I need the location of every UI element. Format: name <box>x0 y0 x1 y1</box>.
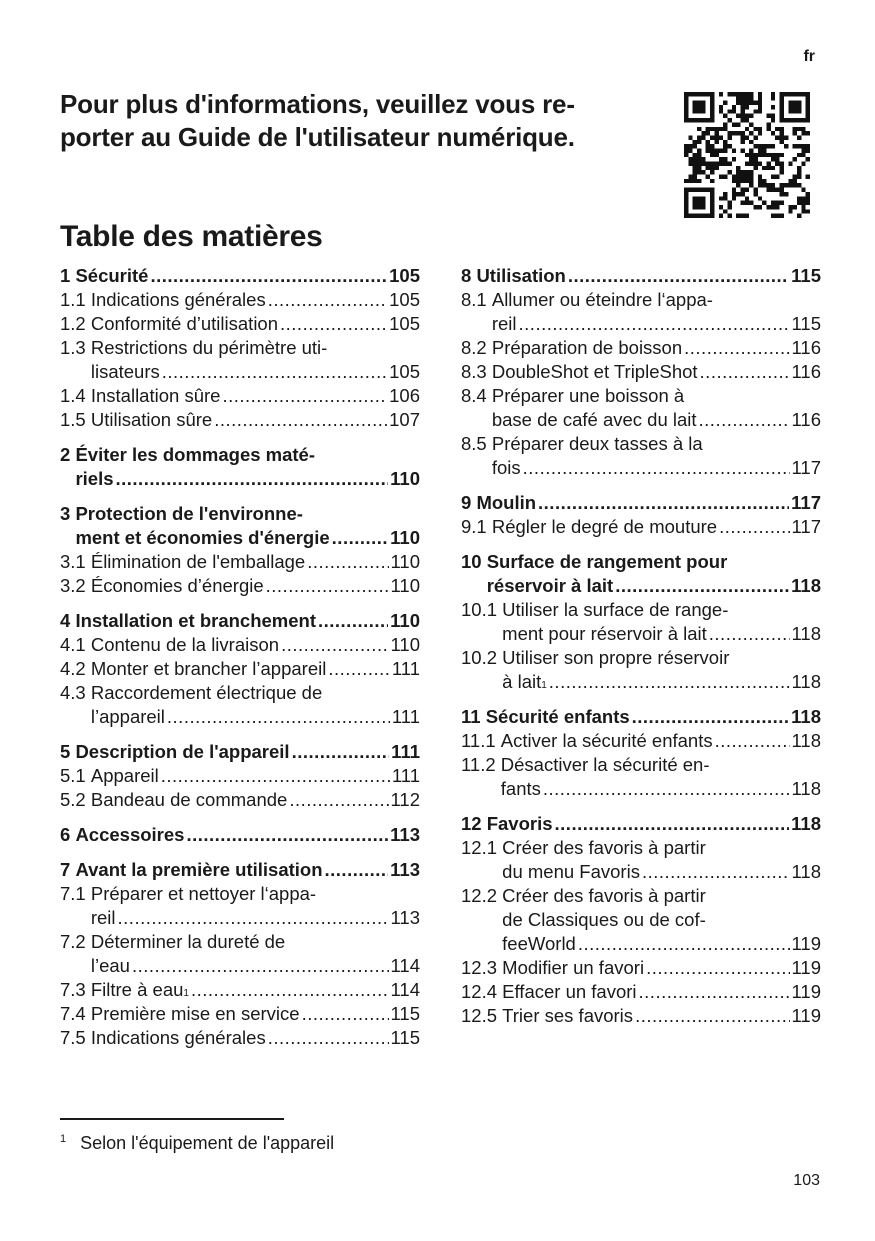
toc-section <box>60 443 420 491</box>
toc-entry-number: 7.1 <box>60 883 91 904</box>
dot-leader <box>214 408 387 432</box>
toc-entry-title: Bandeau de commande <box>90 789 288 810</box>
toc-entry-number: 11 <box>461 706 486 727</box>
toc-entry-title: Trier ses favoris <box>502 1005 634 1026</box>
dot-leader <box>332 526 388 550</box>
toc-entry-number: 11.1 <box>461 730 501 751</box>
toc-entry-number: 8.4 <box>461 385 492 406</box>
toc-entry-title: Sécurité <box>75 265 149 286</box>
headline-line-1: Pour plus d'informations, veuillez vous re- <box>60 89 575 119</box>
toc-title: Table des matières <box>60 220 323 253</box>
footnote-mark: 1 <box>60 1133 67 1145</box>
toc-entry-title: Avant la première utilisation <box>75 859 323 880</box>
toc-entry-title: à lait <box>502 671 542 692</box>
toc-entry-title: Régler le degré de mouture <box>491 516 718 537</box>
toc-entry-number: 3 <box>60 503 76 524</box>
toc-entry-title: Préparation de boisson <box>491 337 683 358</box>
dot-leader <box>635 1004 789 1028</box>
toc-page-number: 118 <box>791 730 821 751</box>
toc-entry-title: Restrictions du périmètre uti- <box>90 337 328 358</box>
toc-page-number: 114 <box>390 979 420 1000</box>
toc-subsection-entry[interactable] <box>60 882 420 930</box>
toc-entry-title: Appareil <box>90 765 159 786</box>
dot-leader <box>325 858 389 882</box>
dot-leader <box>132 954 389 978</box>
toc-entry-number: 4.3 <box>60 682 91 703</box>
toc-subsection-entry[interactable] <box>461 336 821 360</box>
dot-leader <box>568 264 789 288</box>
toc-entry-title: Installation et branchement <box>75 610 316 631</box>
toc-subsection-entry[interactable] <box>60 788 420 812</box>
toc-entry-title: lisateurs <box>90 361 160 382</box>
toc-entry-title: ment pour réservoir à lait <box>502 623 707 644</box>
toc-page-number: 105 <box>389 265 420 286</box>
toc-entry-title: reil <box>491 313 517 334</box>
toc-page-number: 112 <box>390 789 420 810</box>
toc-chapter-entry[interactable] <box>60 858 420 882</box>
toc-entry-title: Créer des favoris à partir <box>502 885 706 906</box>
toc-page-number: 105 <box>389 313 420 334</box>
footnote <box>60 1133 334 1154</box>
toc-entry-title: Monter et brancher l’appareil <box>90 658 327 679</box>
toc-entry-title: Économies d’énergie <box>90 575 264 596</box>
toc-subsection-entry[interactable] <box>60 574 420 598</box>
dot-leader <box>268 288 387 312</box>
headline-line-2: porter au Guide de l'utilisateur numérique. <box>60 122 575 152</box>
toc-page-number: 118 <box>791 813 821 834</box>
dot-leader <box>191 978 389 1002</box>
toc-entry-title: Modifier un favori <box>502 957 645 978</box>
toc-subsection-entry[interactable] <box>60 312 420 336</box>
toc-subsection-entry[interactable]: 10.2 Utiliser son propre réservoir à lait 1 ..... 118 <box>461 646 821 694</box>
toc-entry-title: Créer des favoris à partir <box>502 837 706 858</box>
dot-leader <box>715 729 790 753</box>
toc-subsection-entry[interactable] <box>60 1002 420 1026</box>
footnote-divider <box>60 1118 284 1120</box>
toc-page-number: 115 <box>791 313 821 334</box>
toc-page-number: 118 <box>791 623 821 644</box>
toc-subsection-entry[interactable] <box>461 980 821 1004</box>
toc-entry-number: 10 <box>461 551 487 572</box>
dot-leader <box>709 622 790 646</box>
toc-chapter-entry[interactable] <box>461 812 821 836</box>
toc-entry-title: Désactiver la sécurité en- <box>500 754 710 775</box>
toc-subsection-entry[interactable] <box>461 753 821 801</box>
toc-section <box>60 609 420 729</box>
toc-chapter-entry[interactable] <box>60 443 420 491</box>
toc-entry-title: Déterminer la dureté de <box>90 931 286 952</box>
toc-entry-title: Contenu de la livraison <box>90 634 280 655</box>
toc-entry-number: 5 <box>60 741 76 762</box>
dot-leader <box>632 705 790 729</box>
toc-entry-number: 11.2 <box>461 754 501 775</box>
toc-entry-number: 8.5 <box>461 433 492 454</box>
toc-subsection-entry[interactable] <box>60 930 420 978</box>
toc-entry-title: Éviter les dommages maté- <box>75 444 316 465</box>
toc-entry-number: 10.1 <box>461 599 503 620</box>
toc-entry-number: 10.2 <box>461 647 503 668</box>
toc-subsection-entry[interactable] <box>60 1026 420 1050</box>
dot-leader <box>292 740 390 764</box>
toc-entry-number: 7.3 <box>60 979 91 1000</box>
toc-page-number: 113 <box>390 859 420 880</box>
toc-entry-title: l’eau <box>90 955 130 976</box>
toc-entry-number: 12.1 <box>461 837 503 858</box>
dot-leader <box>646 956 789 980</box>
toc-entry-number: 4.1 <box>60 634 91 655</box>
toc-entry-number: 1 <box>60 265 76 286</box>
dot-leader <box>150 264 387 288</box>
dot-leader <box>699 408 790 432</box>
toc-entry-title: Filtre à eau <box>90 979 184 1000</box>
toc-page-number: 111 <box>391 658 420 679</box>
dot-leader <box>318 609 388 633</box>
toc-entry-number: 3.2 <box>60 575 91 596</box>
toc-page-number: 119 <box>791 957 821 978</box>
dot-leader <box>116 467 389 491</box>
dot-leader <box>268 1026 389 1050</box>
toc-chapter-entry[interactable] <box>60 264 420 288</box>
dot-leader <box>281 633 388 657</box>
toc-page-number: 119 <box>791 981 821 1002</box>
toc-page-number: 110 <box>390 575 420 596</box>
toc-entry-title: base de café avec du lait <box>491 409 697 430</box>
toc-entry-title: Préparer une boisson à <box>491 385 685 406</box>
toc-page-number: 119 <box>791 933 821 954</box>
toc-subsection-entry[interactable] <box>461 288 821 336</box>
toc-entry-number: 6 <box>60 824 76 845</box>
toc-entry-number: 2 <box>60 444 76 465</box>
toc-entry-number: 7.2 <box>60 931 91 952</box>
toc-entry-number: 1.1 <box>60 289 91 310</box>
dot-leader <box>719 515 789 539</box>
toc-entry-number: 1.2 <box>60 313 91 334</box>
toc-entry-title: fants <box>500 778 541 799</box>
toc-page-number: 116 <box>791 409 821 430</box>
toc-section <box>461 705 821 801</box>
dot-leader <box>222 384 387 408</box>
toc-chapter-entry[interactable] <box>461 550 821 598</box>
toc-section <box>461 550 821 694</box>
footnote-text: Selon l'équipement de l'appareil <box>80 1133 335 1153</box>
toc-entry-number: 3.1 <box>60 551 91 572</box>
toc-entry-title: Allumer ou éteindre l‘appa- <box>491 289 713 310</box>
toc-entry-number: 8.3 <box>461 361 492 382</box>
toc-subsection-entry[interactable] <box>60 336 420 384</box>
toc-page-number: 110 <box>390 610 420 631</box>
toc-subsection-entry[interactable] <box>461 598 821 646</box>
toc-entry-title: Utilisation <box>476 265 566 286</box>
toc-entry-title: Utiliser la surface de range- <box>502 599 729 620</box>
toc-entry-number: 5.2 <box>60 789 91 810</box>
toc-entry-title: réservoir à lait <box>486 575 614 596</box>
toc-entry-title: Installation sûre <box>90 385 221 406</box>
toc-page-number: 106 <box>389 385 420 406</box>
toc-subsection-entry[interactable] <box>461 1004 821 1028</box>
toc-page-number: 110 <box>390 468 420 489</box>
toc-page-number: 111 <box>391 741 420 762</box>
toc-entry-title: de Classiques ou de cof- <box>502 909 706 930</box>
toc-page-number: 113 <box>390 907 420 928</box>
toc-subsection-entry[interactable] <box>461 515 821 539</box>
toc-page-number: 115 <box>791 265 821 286</box>
toc-page-number: 117 <box>791 457 821 478</box>
toc-subsection-entry[interactable] <box>60 550 420 574</box>
language-label: fr <box>803 48 815 65</box>
toc-entry-title: DoubleShot et TripleShot <box>491 361 698 382</box>
toc-entry-title: du menu Favoris <box>502 861 640 882</box>
toc-page-number: 111 <box>391 765 420 786</box>
toc-entry-number: 1.3 <box>60 337 91 358</box>
toc-page-number: 117 <box>791 492 821 513</box>
dot-leader <box>289 788 388 812</box>
toc-entry-number: 9.1 <box>461 516 492 537</box>
dot-leader <box>578 932 790 956</box>
toc-entry-number: 4.2 <box>60 658 91 679</box>
toc-chapter-entry[interactable] <box>461 264 821 288</box>
dot-leader <box>642 860 790 884</box>
toc-entry-number: 8 <box>461 265 477 286</box>
toc-entry-title: Indications générales <box>90 1027 266 1048</box>
toc-subsection-entry[interactable] <box>60 288 420 312</box>
toc-entry-title: fois <box>491 457 521 478</box>
dot-leader <box>549 670 790 694</box>
toc-page-number: 115 <box>390 1003 420 1024</box>
dot-leader <box>684 336 789 360</box>
toc-page-number: 113 <box>390 824 420 845</box>
toc-entry-number: 8.1 <box>461 289 492 310</box>
toc-page-number: 118 <box>791 671 821 692</box>
toc-entry-number: 12.4 <box>461 981 503 1002</box>
toc-chapter-entry[interactable] <box>60 740 420 764</box>
toc-entry-title: Sécurité enfants <box>485 706 630 727</box>
toc-entry-title: feeWorld <box>502 933 576 954</box>
toc-page-number: 118 <box>791 575 821 596</box>
toc-page-number: 111 <box>391 706 420 727</box>
dot-leader <box>118 906 389 930</box>
dot-leader <box>167 705 390 729</box>
toc-entry-number: 7.4 <box>60 1003 91 1024</box>
toc-entry-number: 12.3 <box>461 957 503 978</box>
toc-right-column <box>461 264 821 1039</box>
toc-page-number: 116 <box>791 337 821 358</box>
toc-entry-title: Utilisation sûre <box>90 409 213 430</box>
toc-subsection-entry[interactable] <box>60 764 420 788</box>
toc-chapter-entry[interactable] <box>60 609 420 633</box>
toc-subsection-entry[interactable] <box>461 956 821 980</box>
dot-leader <box>519 312 790 336</box>
toc-entry-title: Effacer un favori <box>502 981 637 1002</box>
toc-entry-title: ment et économies d'énergie <box>75 527 330 548</box>
dot-leader <box>543 777 790 801</box>
page-number: 103 <box>793 1172 820 1189</box>
digital-guide-headline <box>60 88 660 154</box>
toc-section <box>60 264 420 432</box>
toc-page-number: 118 <box>791 706 821 727</box>
dot-leader <box>266 574 389 598</box>
toc-entry-number: 1.5 <box>60 409 91 430</box>
toc-page-number: 119 <box>791 1005 821 1026</box>
toc-subsection-entry[interactable] <box>461 884 821 956</box>
toc-entry-title: riels <box>75 468 114 489</box>
toc-subsection-entry[interactable] <box>461 836 821 884</box>
toc-section <box>60 502 420 598</box>
toc-entry-title: Raccordement électrique de <box>90 682 323 703</box>
toc-left-column <box>60 264 420 1061</box>
toc-subsection-entry[interactable] <box>461 360 821 384</box>
toc-entry-title: Préparer deux tasses à la <box>491 433 703 454</box>
dot-leader <box>523 456 790 480</box>
toc-entry-title: Indications générales <box>90 289 266 310</box>
toc-page-number: 107 <box>389 409 420 430</box>
dot-leader <box>280 312 387 336</box>
toc-page-number: 115 <box>390 1027 420 1048</box>
dot-leader <box>302 1002 389 1026</box>
toc-page-number: 117 <box>791 516 821 537</box>
toc-section <box>60 823 420 847</box>
toc-page-number: 116 <box>791 361 821 382</box>
toc-subsection-entry[interactable] <box>60 408 420 432</box>
toc-entry-title: Élimination de l'emballage <box>90 551 306 572</box>
toc-entry-number: 1.4 <box>60 385 91 406</box>
toc-entry-title: l’appareil <box>90 706 165 727</box>
dot-leader <box>538 491 789 515</box>
toc-page-number: 114 <box>390 955 420 976</box>
dot-leader <box>307 550 388 574</box>
toc-subsection-entry[interactable] <box>60 681 420 729</box>
toc-entry-title: Moulin <box>476 492 537 513</box>
toc-subsection-entry[interactable] <box>461 384 821 432</box>
toc-subsection-entry[interactable] <box>60 384 420 408</box>
dot-leader <box>615 574 789 598</box>
toc-entry-number: 4 <box>60 610 76 631</box>
qr-code-icon[interactable] <box>684 92 810 218</box>
toc-subsection-entry[interactable] <box>60 633 420 657</box>
toc-entry-number: 12 <box>461 813 487 834</box>
toc-page-number: 110 <box>390 527 420 548</box>
toc-chapter-entry[interactable] <box>461 491 821 515</box>
toc-entry-title: Conformité d’utilisation <box>90 313 279 334</box>
toc-entry-number: 8.2 <box>461 337 492 358</box>
toc-entry-number: 12.2 <box>461 885 503 906</box>
toc-page-number: 105 <box>389 361 420 382</box>
toc-entry-title: reil <box>90 907 116 928</box>
toc-entry-number: 12.5 <box>461 1005 503 1026</box>
toc-entry-title: Première mise en service <box>90 1003 300 1024</box>
toc-subsection-entry[interactable] <box>461 729 821 753</box>
toc-entry-title: Utiliser son propre réservoir <box>502 647 730 668</box>
dot-leader <box>186 823 388 847</box>
toc-page-number: 118 <box>791 778 821 799</box>
dot-leader <box>555 812 790 836</box>
toc-chapter-entry[interactable] <box>60 502 420 550</box>
toc-entry-number: 7 <box>60 859 76 880</box>
toc-entry-title: Protection de l'environne- <box>75 503 303 524</box>
dot-leader <box>328 657 390 681</box>
toc-section <box>461 264 821 480</box>
toc-page-number: 118 <box>791 861 821 882</box>
toc-page-number: 110 <box>390 551 420 572</box>
toc-subsection-entry[interactable] <box>461 432 821 480</box>
toc-entry-title: Surface de rangement pour <box>486 551 728 572</box>
dot-leader <box>700 360 790 384</box>
toc-entry-number: 9 <box>461 492 477 513</box>
toc-entry-number: 5.1 <box>60 765 91 786</box>
toc-chapter-entry[interactable] <box>461 705 821 729</box>
toc-entry-number: 7.5 <box>60 1027 91 1048</box>
toc-subsection-entry[interactable] <box>60 657 420 681</box>
toc-entry-title: Préparer et nettoyer l‘appa- <box>90 883 317 904</box>
toc-entry-title: Accessoires <box>75 824 185 845</box>
toc-entry-title: Description de l'appareil <box>75 741 290 762</box>
toc-chapter-entry[interactable] <box>60 823 420 847</box>
toc-subsection-entry[interactable]: 7.3 Filtre à eau 1 ..... 114 <box>60 978 420 1002</box>
toc-section <box>60 858 420 1050</box>
dot-leader <box>161 764 390 788</box>
toc-page-number: 110 <box>390 634 420 655</box>
toc-entry-title: Activer la sécurité enfants <box>500 730 713 751</box>
dot-leader <box>639 980 790 1004</box>
dot-leader <box>162 360 387 384</box>
toc-section <box>461 812 821 1028</box>
toc-section <box>461 491 821 539</box>
toc-page-number: 105 <box>389 289 420 310</box>
toc-entry-title: Favoris <box>486 813 553 834</box>
toc-section <box>60 740 420 812</box>
